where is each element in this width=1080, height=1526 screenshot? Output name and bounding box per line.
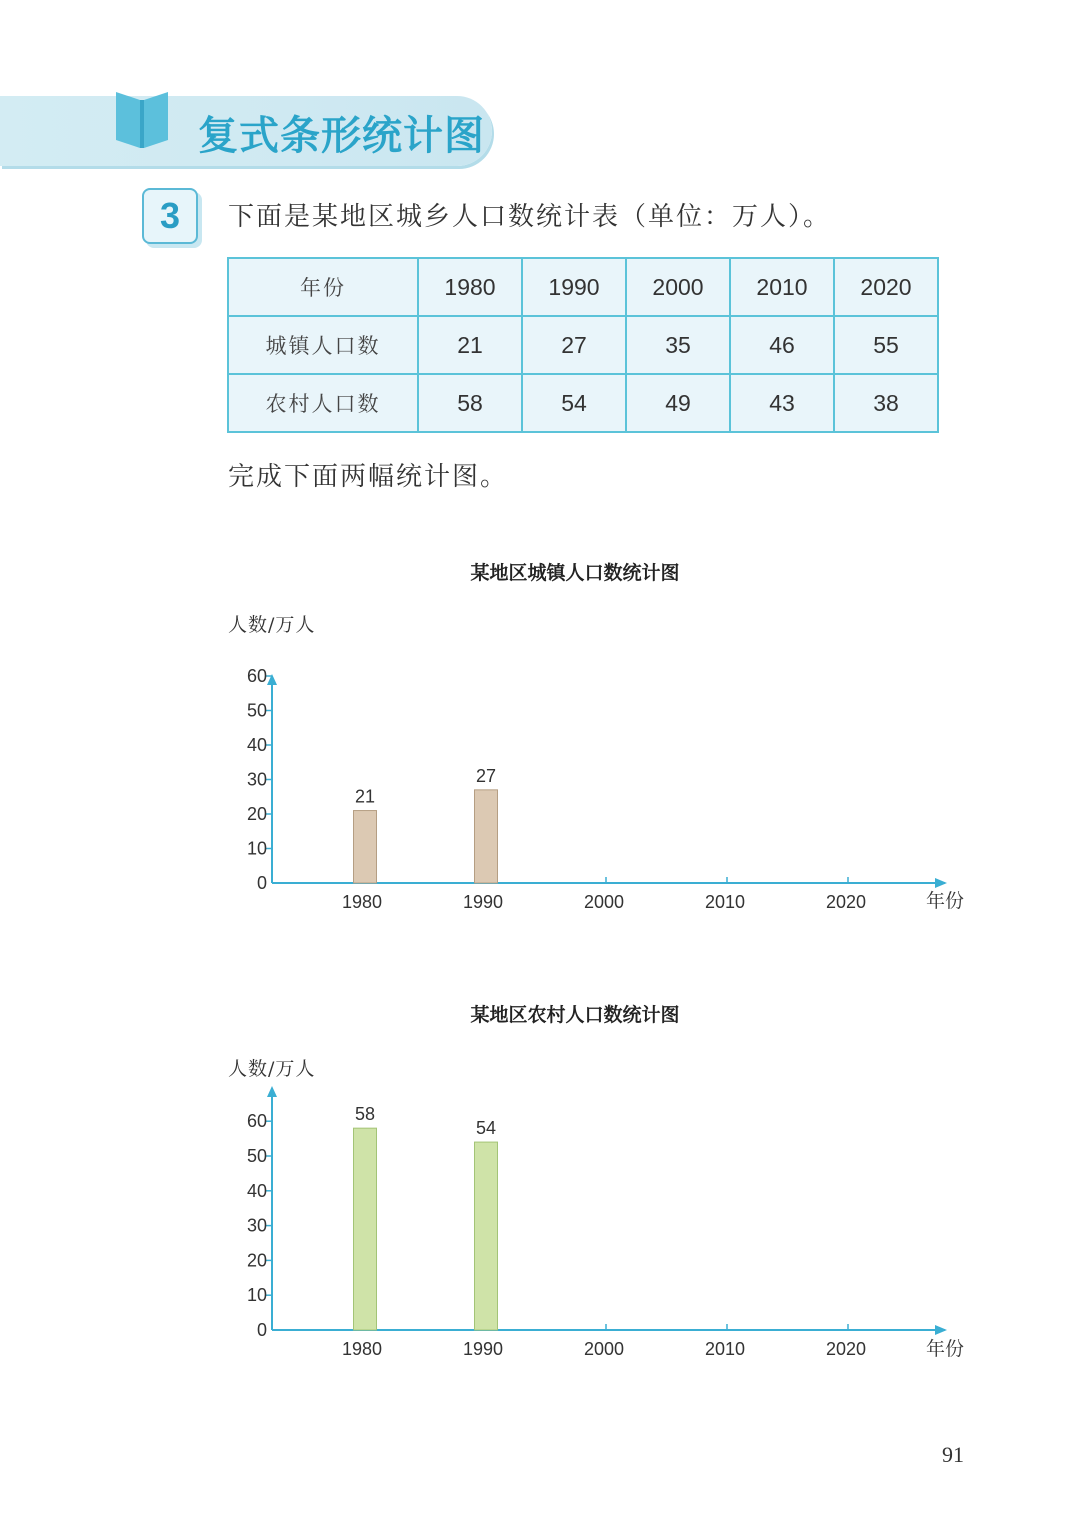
rural-population-chart (0, 992, 1080, 1412)
section-title: 复式条形统计图 (198, 113, 485, 159)
y-tick-label: 50 (246, 700, 267, 721)
x-tick-label: 2020 (825, 892, 867, 912)
table-header-cell: 2000 (626, 258, 730, 316)
table-cell: 35 (626, 316, 730, 374)
x-tick-label: 2000 (583, 892, 625, 912)
bar (475, 790, 498, 883)
bar-value-label: 21 (354, 786, 376, 807)
y-tick-label: 50 (246, 1146, 267, 1166)
table-cell: 55 (834, 316, 938, 374)
table-cell: 54 (522, 374, 626, 432)
table-header-cell: 1990 (522, 258, 626, 316)
table-cell: 49 (626, 374, 730, 432)
chart-title: 某地区农村人口数统计图 (470, 1004, 680, 1026)
table-header-cell: 年份 (228, 258, 418, 316)
bar (354, 811, 377, 883)
y-tick-label: 40 (246, 735, 267, 755)
table-cell: 46 (730, 316, 834, 374)
x-tick-label: 2010 (704, 892, 746, 912)
y-tick-label: 0 (256, 1320, 267, 1340)
y-tick-label: 40 (246, 1180, 267, 1201)
y-tick-label: 10 (246, 838, 267, 859)
y-tick-label: 20 (246, 804, 267, 824)
table-row (228, 316, 938, 374)
x-tick-label: 2010 (704, 1339, 746, 1359)
table-cell: 农村人口数 (228, 374, 418, 432)
x-axis-label: 年份 (926, 890, 965, 912)
table-header-cell: 2020 (834, 258, 938, 316)
x-tick-label: 1990 (462, 892, 504, 912)
y-tick-label: 30 (246, 1215, 267, 1236)
y-axis-label: 人数/万人 (228, 614, 316, 636)
population-table (227, 257, 939, 433)
bar (354, 1128, 377, 1330)
table-cell: 58 (418, 374, 522, 432)
chart-plot (0, 992, 1080, 1412)
y-tick-label: 60 (246, 1111, 267, 1132)
table-cell: 38 (834, 374, 938, 432)
bar-value-label: 54 (475, 1118, 497, 1139)
table-cell: 27 (522, 316, 626, 374)
y-tick-label: 0 (256, 873, 267, 893)
y-axis-arrow (267, 1086, 277, 1097)
urban-population-chart (0, 548, 1080, 968)
table-header-row (228, 258, 938, 316)
x-axis-label: 年份 (926, 1338, 965, 1360)
bar (475, 1142, 498, 1330)
question-number: 3 (142, 188, 198, 244)
x-tick-label: 1990 (462, 1339, 504, 1359)
x-axis-arrow (935, 878, 947, 888)
table-header-cell: 2010 (730, 258, 834, 316)
table-row (228, 374, 938, 432)
bar-value-label: 27 (475, 765, 497, 786)
bar-value-label: 58 (354, 1104, 376, 1125)
page-number: 91 (942, 1442, 964, 1467)
x-tick-label: 2020 (825, 1339, 867, 1359)
instruction-text: 完成下面两幅统计图。 (228, 462, 509, 492)
x-tick-label: 1980 (341, 1339, 383, 1359)
table-cell: 21 (418, 316, 522, 374)
table-cell: 城镇人口数 (228, 316, 418, 374)
y-axis-label: 人数/万人 (228, 1058, 316, 1080)
book-icon (112, 84, 172, 154)
y-tick-label: 10 (246, 1285, 267, 1306)
chart-plot (0, 548, 1080, 968)
x-axis-arrow (935, 1325, 947, 1335)
y-tick-label: 30 (246, 769, 267, 790)
table-cell: 43 (730, 374, 834, 432)
table-header-cell: 1980 (418, 258, 522, 316)
question-prompt: 下面是某地区城乡人口数统计表（单位：万人）。 (228, 202, 832, 232)
y-tick-label: 20 (246, 1250, 267, 1271)
chart-title: 某地区城镇人口数统计图 (470, 562, 680, 584)
x-tick-label: 2000 (583, 1339, 625, 1359)
y-tick-label: 60 (246, 666, 267, 686)
x-tick-label: 1980 (341, 892, 383, 912)
